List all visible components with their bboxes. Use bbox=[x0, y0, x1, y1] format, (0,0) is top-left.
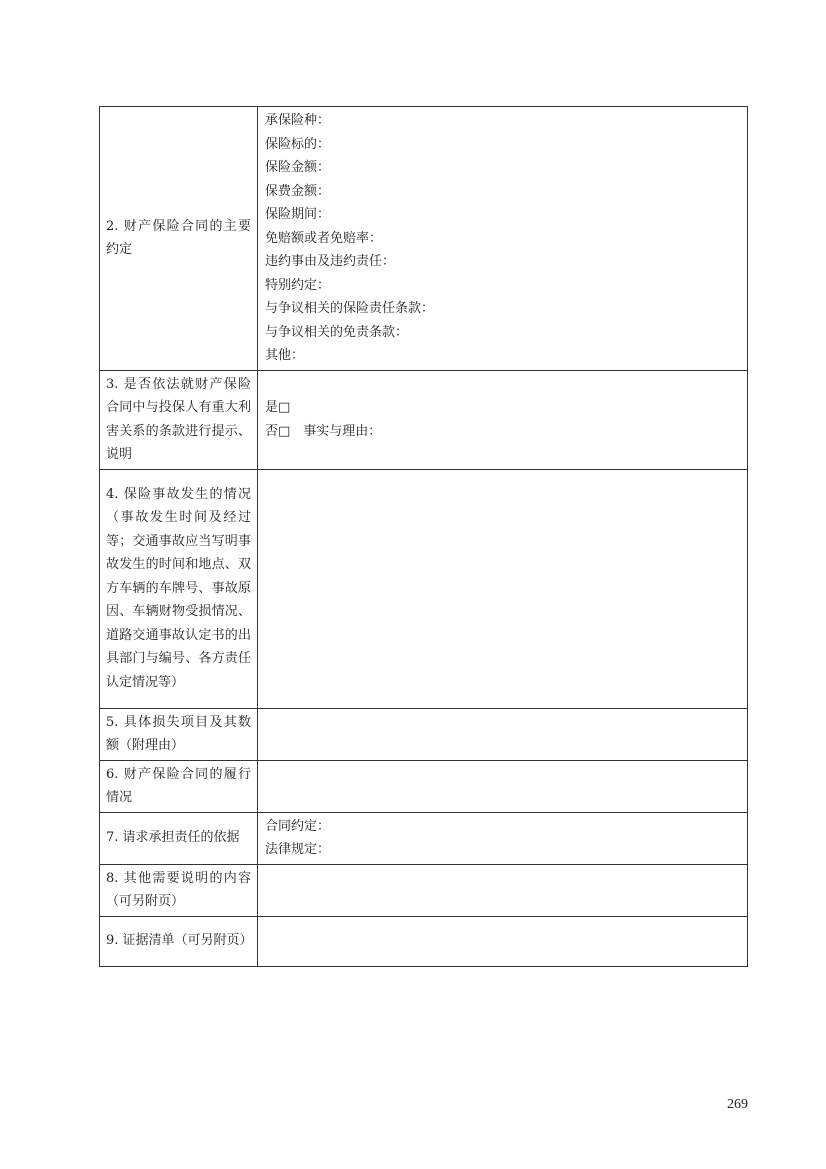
form-table bbox=[99, 106, 748, 967]
table-row bbox=[100, 107, 748, 371]
field-line: 保费金额： bbox=[265, 183, 331, 199]
row-label: 7. 请求承担责任的依据 bbox=[100, 812, 258, 864]
row-label: 8. 其他需要说明的内容（可另附页） bbox=[100, 864, 258, 916]
table-row bbox=[100, 812, 748, 864]
field-line: 违约事由及违约责任： bbox=[265, 254, 396, 269]
row-content bbox=[258, 370, 748, 469]
table-row bbox=[100, 708, 748, 760]
row-content-blank[interactable] bbox=[258, 708, 748, 760]
row-label: 9. 证据清单（可另附页） bbox=[100, 916, 258, 966]
field-line: 保险期间： bbox=[265, 207, 331, 222]
field-line: 合同约定： bbox=[265, 818, 331, 834]
field-line: 免赔额或者免赔率： bbox=[265, 230, 383, 246]
page-number: 269 bbox=[727, 1097, 748, 1112]
row-content-blank[interactable] bbox=[258, 760, 748, 812]
row-label: 2. 财产保险合同的主要约定 bbox=[100, 107, 258, 371]
field-line: 保险标的： bbox=[265, 136, 331, 152]
row-content-blank[interactable] bbox=[258, 469, 748, 708]
checkbox-option-no[interactable]: 否□ 事实与理由： bbox=[265, 423, 382, 439]
row-content bbox=[258, 812, 748, 864]
table-row bbox=[100, 760, 748, 812]
table-row bbox=[100, 916, 748, 966]
table-row bbox=[100, 469, 748, 708]
row-content-blank[interactable] bbox=[258, 864, 748, 916]
checkbox-option-yes[interactable]: 是□ bbox=[265, 400, 291, 415]
field-line: 承保险种： bbox=[265, 113, 331, 128]
row-label: 6. 财产保险合同的履行情况 bbox=[100, 760, 258, 812]
row-label: 3. 是否依法就财产保险合同中与投保人有重大利害关系的条款进行提示、说明 bbox=[100, 370, 258, 469]
row-content-blank[interactable] bbox=[258, 916, 748, 966]
field-line: 与争议相关的保险责任条款： bbox=[265, 301, 435, 316]
row-label: 5. 具体损失项目及其数额（附理由） bbox=[100, 708, 258, 760]
row-label: 4. 保险事故发生的情况（事故发生时间及经过等；交通事故应当写明事故发生的时间和地点、双方车辆的车牌号、事故原因、车辆财物受损情况、道路交通事故认定书的出具部门与编号、各方责任认定情况等） bbox=[100, 469, 258, 708]
field-line: 其他： bbox=[265, 348, 305, 363]
table-row bbox=[100, 370, 748, 469]
field-line: 特别约定： bbox=[265, 277, 331, 293]
table-row bbox=[100, 864, 748, 916]
field-line: 法律规定： bbox=[265, 842, 331, 857]
field-line: 与争议相关的免责条款： bbox=[265, 324, 409, 340]
field-line: 保险金额： bbox=[265, 160, 331, 175]
row-content bbox=[258, 107, 748, 371]
